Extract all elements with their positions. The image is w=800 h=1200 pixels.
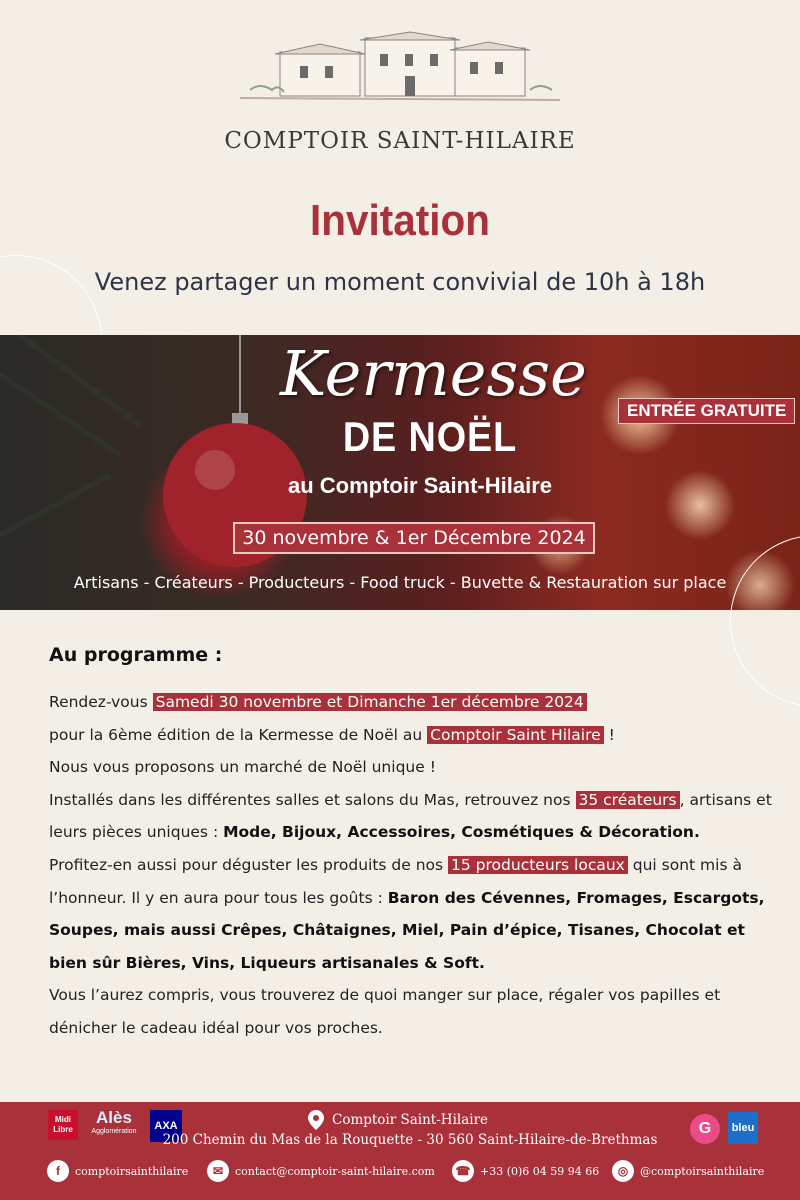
- banner-main-title: DE NOËL: [342, 413, 518, 460]
- page-title: Invitation: [310, 196, 490, 245]
- venue-name: Comptoir Saint-Hilaire: [331, 1112, 489, 1128]
- facebook-link[interactable]: f comptoirsainthilaire: [47, 1160, 188, 1182]
- paragraph: pour la 6ème édition de la Kermesse de Noël au Comptoir Saint Hilaire !: [49, 725, 615, 744]
- paragraph: Nous vous proposons un marché de Noël unique !: [49, 758, 436, 777]
- sponsor-midilibre: Midi Libre: [48, 1110, 78, 1140]
- event-banner: [0, 335, 800, 610]
- highlight-creators: 35 créateurs: [576, 791, 680, 809]
- highlight-venue: Comptoir Saint Hilaire: [427, 726, 604, 744]
- google-icon[interactable]: G: [690, 1114, 720, 1144]
- sponsor-axa: AXA: [150, 1110, 182, 1142]
- phone-link[interactable]: ☎ +33 (0)6 04 59 94 66: [452, 1160, 599, 1182]
- program-heading: Au programme :: [49, 644, 223, 666]
- activities-list: Artisans - Créateurs - Producteurs - Food truck - Buvette & Restauration sur place: [73, 573, 727, 592]
- banner-script-title: Kermesse: [280, 337, 587, 410]
- footer-address-block: [160, 1110, 660, 1150]
- products-bold: Baron des Cévennes, Fromages, Escargots, Soupes, mais aussi Crêpes, Châtaignes, Miel, Pain d’épice, Tisanes, Chocolat et bien sûr Bières, Vins, Liqueurs artisanales & Soft.: [49, 888, 765, 972]
- mail-icon: ✉: [207, 1160, 229, 1182]
- banner-location: au Comptoir Saint-Hilaire: [287, 473, 553, 498]
- instagram-link[interactable]: ◎ @comptoirsainthilaire: [612, 1160, 764, 1182]
- highlight-dates: Samedi 30 novembre et Dimanche 1er décembre 2024: [153, 693, 587, 711]
- facebook-icon: f: [47, 1160, 69, 1182]
- highlight-producers: 15 producteurs locaux: [448, 856, 628, 874]
- phone-icon: ☎: [452, 1160, 474, 1182]
- logo: [0, 30, 800, 120]
- instagram-icon: ◎: [612, 1160, 634, 1182]
- sponsor-bleu: bleu: [728, 1112, 758, 1144]
- free-entry-badge: ENTRÉE GRATUITE: [618, 398, 795, 424]
- footer: [0, 1102, 800, 1200]
- paragraph: Vous l’aurez compris, vous trouverez de quoi manger sur place, régaler vos papilles et dénicher le cadeau idéal pour vos proches.: [49, 986, 721, 1037]
- paragraph: Installés dans les différentes salles et salons du Mas, retrouvez nos 35 créateurs , artisans et leurs pièces uniques : Mode, Bijoux, Accessoires, Cosmétiques & Décoration.: [49, 790, 772, 842]
- paragraph: Profitez-en aussi pour déguster les produits de nos 15 producteurs locaux qui sont mis à l’honneur. Il y en aura pour tous les goûts : Baron des Cévennes, Fromages, Escargots, Soupes, mais aussi Crêpes, Châtaignes, Miel, Pain d’épice, Tisanes, Chocolat et bien sûr Bières, Vins, Liqueurs artisanales & Soft.: [49, 855, 765, 972]
- categories-bold: Mode, Bijoux, Accessoires, Cosmétiques & Décoration.: [223, 823, 700, 842]
- venue-address: 200 Chemin du Mas de la Rouquette - 30 560 Saint-Hilaire-de-Brethmas: [162, 1132, 658, 1148]
- brand-name: COMPTOIR SAINT-HILAIRE: [224, 128, 576, 154]
- event-dates: 30 novembre & 1er Décembre 2024: [233, 522, 595, 554]
- farmhouse-logo-icon: [230, 30, 570, 120]
- sponsor-ales: Alès Agglomération: [91, 1108, 137, 1135]
- email-link[interactable]: ✉ contact@comptoir-saint-hilaire.com: [207, 1160, 435, 1182]
- paragraph: Rendez-vous Samedi 30 novembre et Dimanche 1er décembre 2024: [49, 686, 784, 719]
- subtitle: Venez partager un moment convivial de 10h à 18h: [94, 268, 706, 296]
- program-content: [49, 686, 784, 1045]
